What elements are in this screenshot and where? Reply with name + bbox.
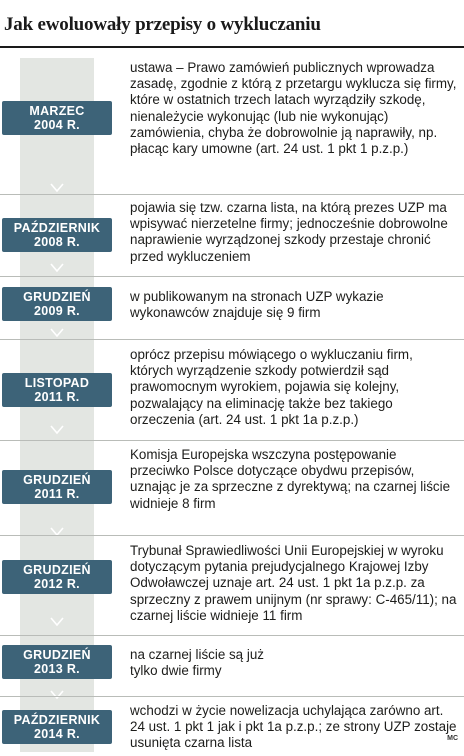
entry-text: na czarnej liście są już tylko dwie firmy xyxy=(130,647,264,679)
title-rule xyxy=(0,46,464,48)
date-badge xyxy=(2,287,112,321)
entry-text: Trybunał Sprawiedliwości Unii Europejskiej w wyroku dotyczącym pytania prejudycjalnego Krajowej Izby Odwoławczej uznaje art. 24 ust. 1 pkt 1a p.z.p. za sprzeczny z prawem unijnym (nr sprawy: C-465/11); na czarnej liście widnieje 11 firm xyxy=(130,543,457,623)
date-month: GRUDZIEŃ xyxy=(23,473,91,487)
entry-text: ustawa – Prawo zamówień publicznych wprowadza zasadę, zgodnie z którą z przetargu wyklucza się firmy, które w ostatnich trzech latach wyrządziły szkodę, nienależycie wykonując (lub nie wykonując) zamówienia, chyba że dobrowolnie ją naprawiły, np. płacąc kary umowne (art. 24 ust. 1 pkt 1 p.z.p.) xyxy=(130,60,457,157)
date-badge xyxy=(2,710,112,744)
date-badge xyxy=(2,218,112,252)
date-month: MARZEC xyxy=(29,104,85,118)
date-badge xyxy=(2,373,112,407)
date-year: 2004 R. xyxy=(34,118,80,132)
date-month: GRUDZIEŃ xyxy=(23,290,91,304)
entry-separator xyxy=(0,696,464,697)
date-year: 2008 R. xyxy=(34,235,80,249)
entry-separator xyxy=(0,276,464,277)
down-arrow-icon xyxy=(48,612,66,630)
entry-text: w publikowanym na stronach UZP wykazie wykonawców znajduje się 9 firm xyxy=(130,289,384,321)
date-badge xyxy=(2,560,112,594)
credit-label: MC xyxy=(447,735,458,742)
page-title: Jak ewoluowały przepisy o wykluczaniu xyxy=(4,14,321,35)
date-month: GRUDZIEŃ xyxy=(23,648,91,662)
date-year: 2011 R. xyxy=(34,390,80,404)
down-arrow-icon xyxy=(48,685,66,703)
entry-separator xyxy=(0,440,464,441)
date-year: 2009 R. xyxy=(34,304,80,318)
date-year: 2012 R. xyxy=(34,577,80,591)
date-month: PAŹDZIERNIK xyxy=(13,221,101,235)
date-badge xyxy=(2,645,112,679)
entry-separator xyxy=(0,535,464,536)
date-month: LISTOPAD xyxy=(24,376,90,390)
entry-separator xyxy=(0,635,464,636)
date-badge xyxy=(2,470,112,504)
down-arrow-icon xyxy=(48,420,66,438)
entry-separator xyxy=(0,194,464,195)
down-arrow-icon xyxy=(48,522,66,540)
entry-text: wchodzi w życie nowelizacja uchylająca zarówno art. 24 ust. 1 pkt 1 jak i pkt 1a p.z.p.; ze strony UZP zostaje usunięta czarna lista xyxy=(130,703,457,751)
date-year: 2011 R. xyxy=(34,487,80,501)
date-year: 2014 R. xyxy=(34,727,80,741)
date-badge xyxy=(2,101,112,135)
entry-text: pojawia się tzw. czarna lista, na którą prezes UZP ma wpisywać nierzetelne firmy; jednocześnie dobrowolne naprawienie wyrządzonej szkody przestaje chronić przed wykluczeniem xyxy=(130,200,448,264)
entry-text: oprócz przepisu mówiącego o wykluczaniu firm, których wyrządzenie szkody potwierdził sąd prawomocnym wyrokiem, pojawia się kolejny, pozwalający na eliminację także bez takiego orzeczenia (art. 24 ust. 1 pkt 1a p.z.p.) xyxy=(130,347,413,427)
entry-text: Komisja Europejska wszczyna postępowanie przeciwko Polsce dotyczące obydwu przepisów, uznając je za sprzeczne z dyrektywą; na czarnej liście widnieje 8 firm xyxy=(130,447,451,511)
down-arrow-icon xyxy=(48,258,66,276)
date-month: GRUDZIEŃ xyxy=(23,563,91,577)
date-year: 2013 R. xyxy=(34,662,80,676)
date-month: PAŹDZIERNIK xyxy=(13,713,101,727)
entry-separator xyxy=(0,339,464,340)
